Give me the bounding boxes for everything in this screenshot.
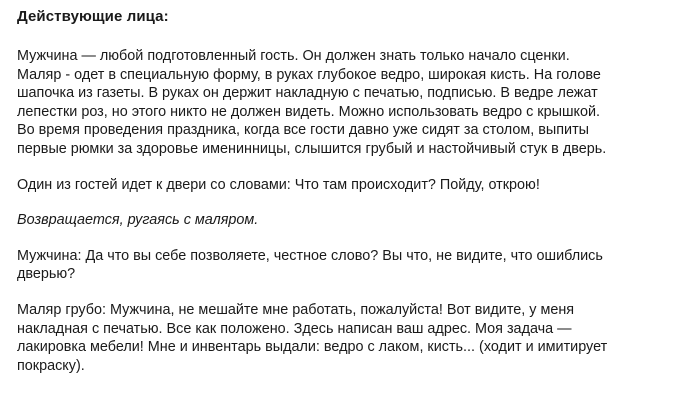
- document: [17, 6, 697, 375]
- text-line: Мужчина — любой подготовленный гость. Он должен знать только начало сценки.: [17, 48, 570, 64]
- paragraph-guest-line: [17, 176, 697, 195]
- text-line: шапочка из газеты. В руках он держит накладную с печатью, подписью. В ведре лежат: [17, 85, 598, 102]
- cast-heading: Действующие лица:: [17, 8, 169, 25]
- text-line: покраску).: [17, 357, 85, 374]
- stage-direction: [17, 211, 697, 230]
- text-line: первые рюмки за здоровье именинницы, слышится грубый и настойчивый стук в дверь.: [17, 140, 607, 157]
- text-line: лепестки роз, но этого никто не должен видеть. Можно использовать ведро с крышкой.: [17, 103, 600, 120]
- text-line: Во время проведения праздника, когда все гости давно уже сидят за столом, выпиты: [17, 122, 590, 139]
- paragraph-man-line: [17, 247, 697, 284]
- paragraph-painter-line: [17, 301, 697, 375]
- paragraph-characters: [17, 47, 697, 159]
- text-line: лакировка мебели! Мне и инвентарь выдали: ведро с лаком, кисть... (ходит и имитирует: [17, 339, 608, 356]
- text-line: Маляр грубо: Мужчина, не мешайте мне работать, пожалуйста! Вот видите, у меня: [17, 301, 575, 318]
- text-line: накладная с печатью. Все как положено. Здесь написан ваш адрес. Моя задача —: [17, 320, 572, 337]
- text-line: дверью?: [17, 266, 76, 283]
- text-line: Возвращается, ругаясь с маляром.: [17, 212, 259, 229]
- text-line: Один из гостей идет к двери со словами: Что там происходит? Пойду, открою!: [17, 176, 540, 193]
- text-line: Мужчина: Да что вы себе позволяете, честное слово? Вы что, не видите, что ошиблись: [17, 247, 603, 264]
- text-line: Маляр - одет в специальную форму, в руках глубокое ведро, широкая кисть. На голове: [17, 66, 601, 83]
